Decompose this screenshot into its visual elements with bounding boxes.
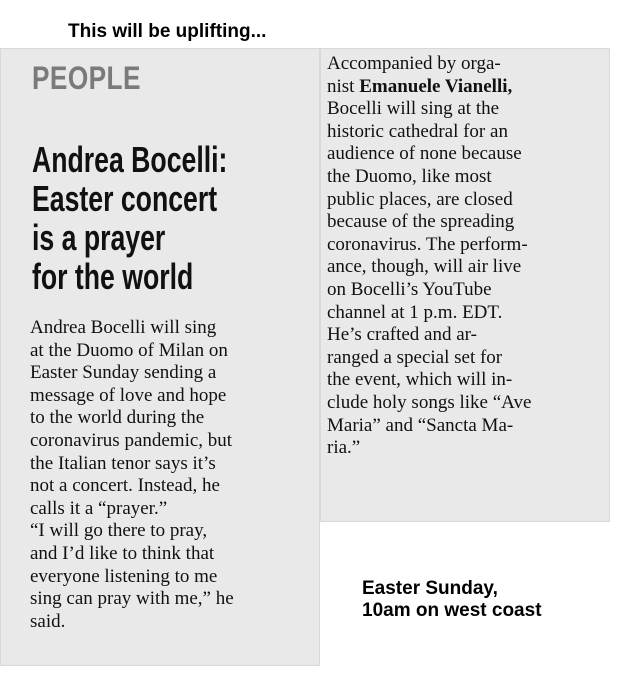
article-column-left: Andrea Bocelli will sing at the Duomo of Milan on Easter Sunday sending a message of love and hope to the world during the coronavirus pandemic, but the Italian tenor says it’s not a concert. Instead, he calls it a “prayer.” “I will go there to pray, and I’d like to think that everyone listening to me sing can pray with me,” he said. [30, 317, 234, 632]
article-column-right [327, 53, 607, 460]
column-right-body: Bocelli will sing at the historic cathedral for an audience of none because the Duomo, like most public places, are closed because of the spreading coronavirus. The perform- ance, though, will air live on Bocelli’s YouTube channel at 1 p.m. EDT. He’s crafted and ar- ranged a special set for the event, which will in- clude holy songs like “Ave Maria” and “Sancta Ma- ria.” [327, 98, 532, 459]
organist-name: Emanuele Vianelli, [359, 75, 513, 97]
article-headline: Andrea Bocelli: Easter concert is a prayer for the world [32, 139, 228, 297]
top-caption: This will be uplifting... [68, 21, 267, 42]
column-right-intro: Accompanied by orga- nist [327, 53, 501, 97]
section-label: PEOPLE [32, 60, 141, 96]
bottom-caption: Easter Sunday, 10am on west coast [362, 578, 542, 621]
